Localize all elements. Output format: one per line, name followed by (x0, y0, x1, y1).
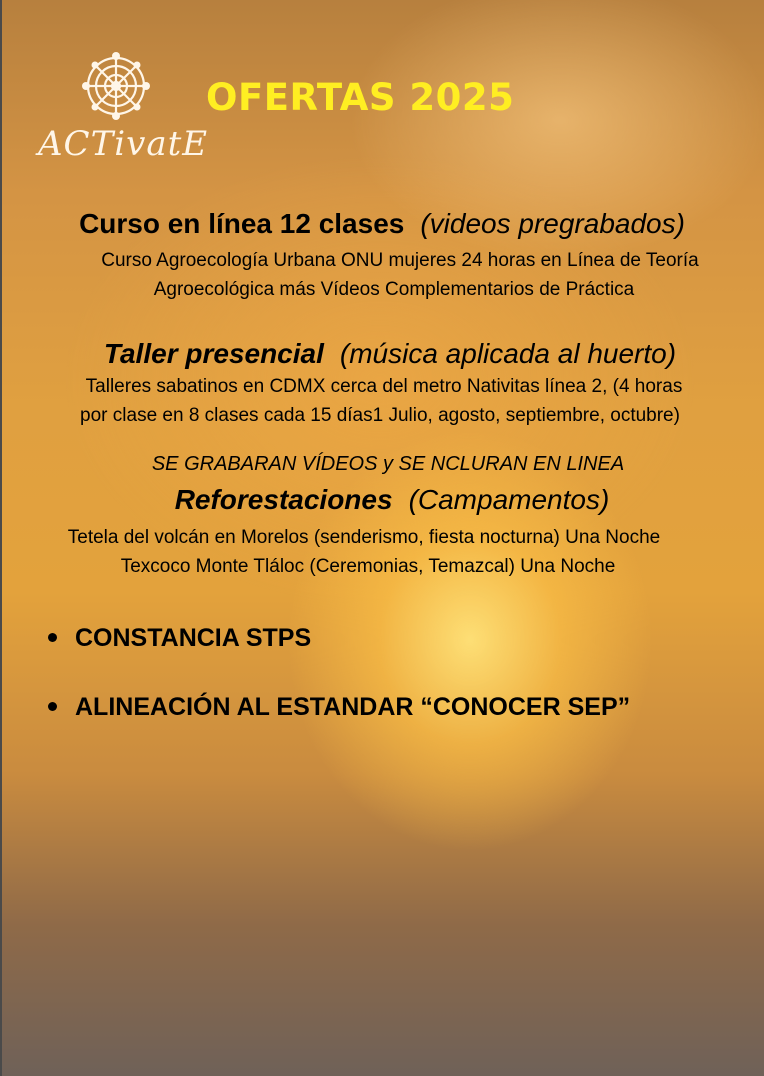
list-item (48, 624, 630, 653)
curso-heading-sub: (videos pregrabados) (420, 208, 685, 239)
reforestaciones-heading (10, 484, 764, 516)
certifications-list (48, 624, 630, 762)
bullet-icon (48, 633, 57, 642)
bullet-icon (48, 702, 57, 711)
list-item (48, 693, 630, 722)
curso-heading-main: Curso en línea 12 clases (79, 208, 405, 239)
logo-text: ACTivatE (38, 124, 209, 164)
page-title: OFERTAS 2025 (206, 76, 515, 119)
curso-description-line-2: Agroecológica más Vídeos Complementarios de Práctica (153, 279, 635, 300)
taller-heading-sub: (música aplicada al huerto) (339, 338, 677, 369)
reforestaciones-heading-sub: (Campamentos) (408, 484, 610, 515)
activate-logo (38, 50, 209, 175)
reforestaciones-line-2: Texcoco Monte Tláloc (Ceremonias, Temazcal) Una Noche (120, 556, 616, 577)
mandala-icon (38, 50, 188, 130)
bullet-text: ALINEACIÓN AL ESTANDAR “CONOCER SEP” (75, 693, 631, 721)
taller-heading-main: Taller presencial (103, 338, 324, 369)
curso-heading (0, 208, 764, 240)
taller-description-line-1: Talleres sabatinos en CDMX cerca del metro Nativitas línea 2, (4 horas (85, 376, 683, 397)
taller-heading (8, 338, 764, 370)
bullet-text: CONSTANCIA STPS (75, 624, 312, 652)
video-notice: SE GRABARAN VÍDEOS y SE NCLURAN EN LINEA (151, 453, 625, 475)
reforestaciones-line-1: Tetela del volcán en Morelos (senderismo, fiesta nocturna) Una Noche (67, 527, 661, 548)
curso-description-line-1: Curso Agroecología Urbana ONU mujeres 24 horas en Línea de Teoría (101, 250, 699, 271)
reforestaciones-heading-main: Reforestaciones (174, 484, 393, 515)
taller-description-line-2: por clase en 8 clases cada 15 días1 Julio, agosto, septiembre, octubre) (80, 405, 680, 426)
